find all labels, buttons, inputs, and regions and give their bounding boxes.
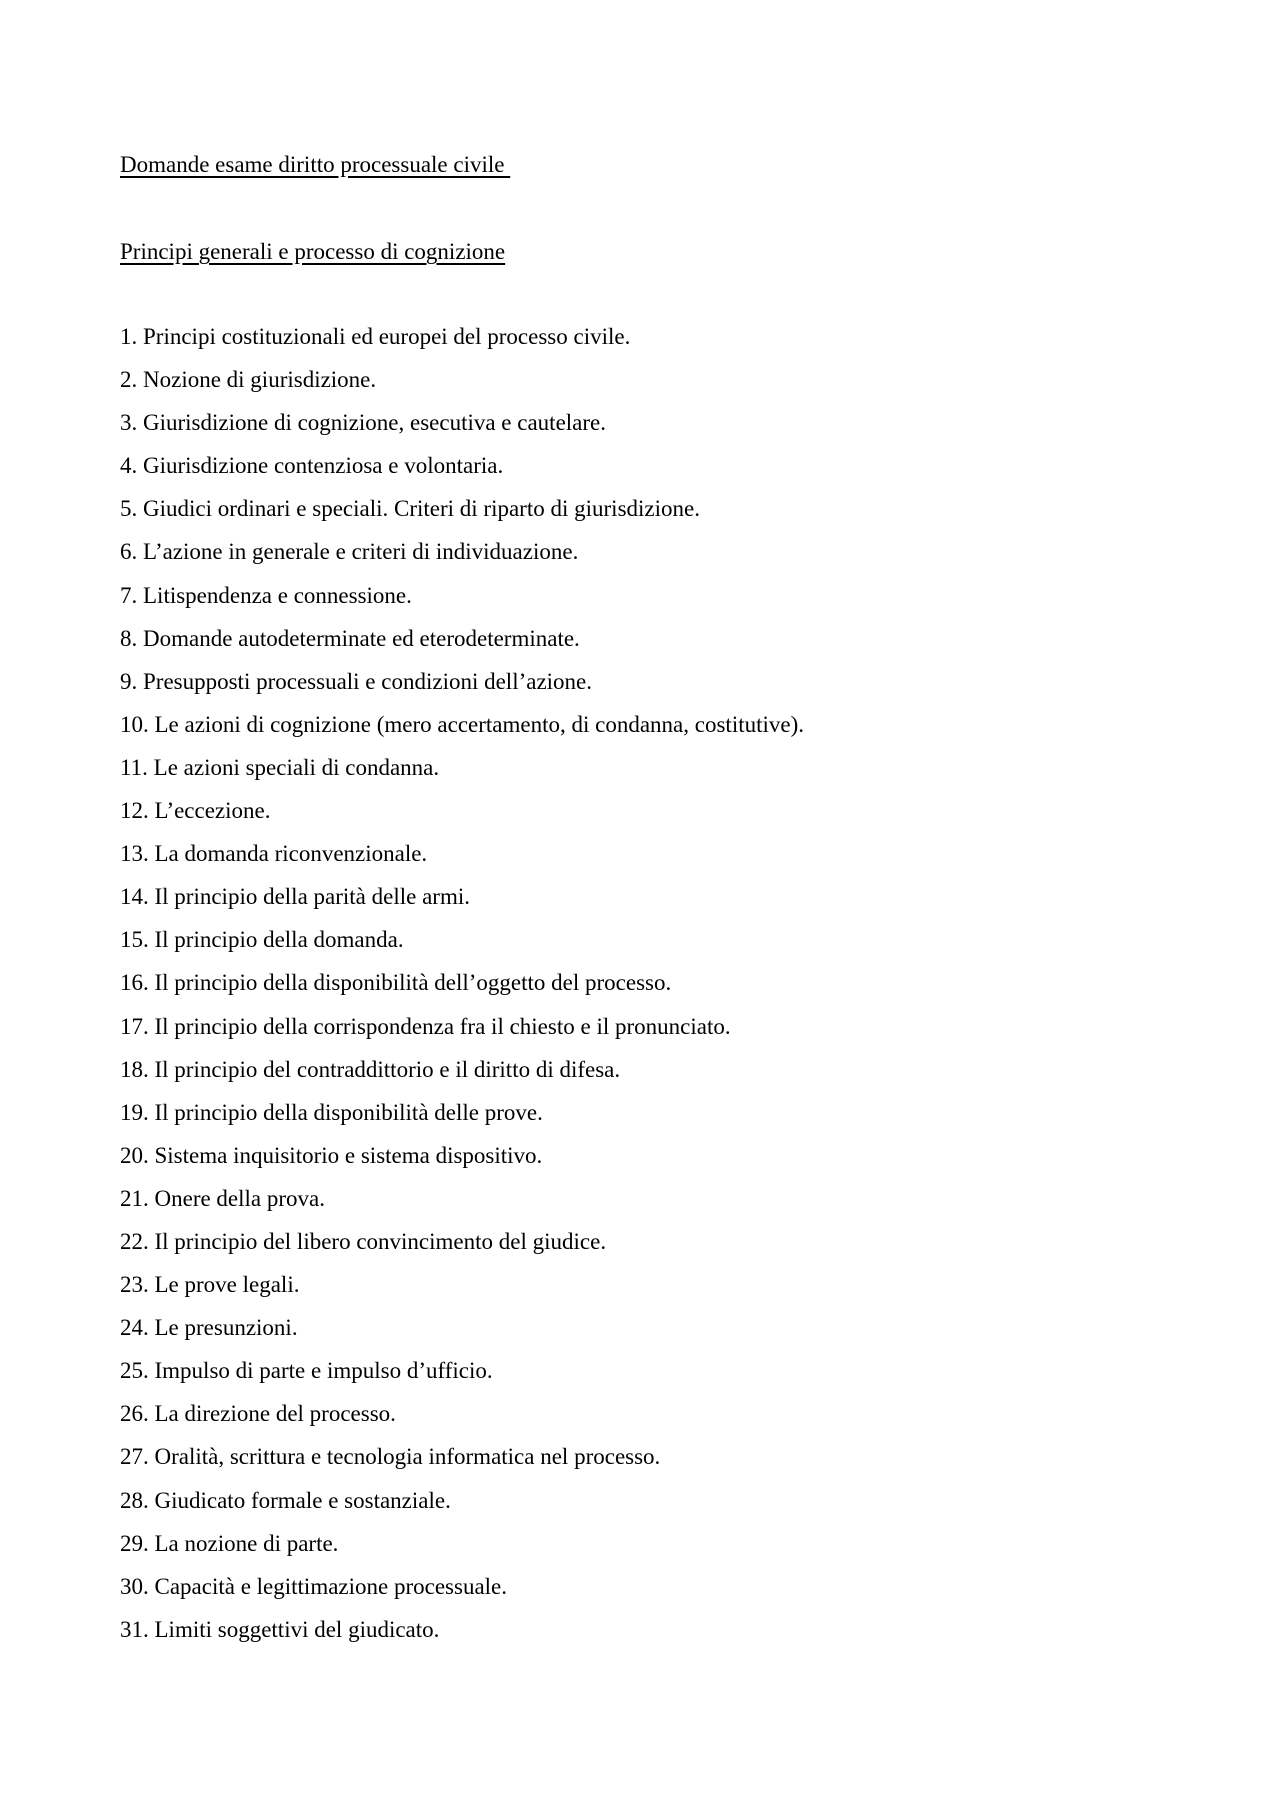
list-item: 7. Litispendenza e connessione. (120, 582, 412, 608)
list-item: 1. Principi costituzionali ed europei del processo civile. (120, 324, 631, 349)
list-item: 6. L’azione in generale e criteri di individuazione. (120, 539, 579, 565)
list-item: 28. Giudicato formale e sostanziale. (120, 1487, 451, 1513)
list-item: 14. Il principio della parità delle armi. (120, 884, 470, 910)
list-item: 20. Sistema inquisitorio e sistema dispositivo. (120, 1142, 543, 1168)
list-item: 5. Giudici ordinari e speciali. Criteri di riparto di giurisdizione. (120, 496, 700, 522)
document-title: Domande esame diritto processuale civile (120, 152, 511, 177)
list-item: 22. Il principio del libero convincimento del giudice. (120, 1228, 607, 1254)
list-item: 4. Giurisdizione contenziosa e volontaria. (120, 453, 504, 479)
list-item: 18. Il principio del contraddittorio e il diritto di difesa. (120, 1056, 621, 1082)
list-item: 27. Oralità, scrittura e tecnologia informatica nel processo. (120, 1444, 661, 1470)
list-item: 19. Il principio della disponibilità delle prove. (120, 1099, 543, 1125)
list-item: 13. La domanda riconvenzionale. (120, 841, 428, 867)
list-item: 17. Il principio della corrispondenza fra il chiesto e il pronunciato. (120, 1013, 731, 1039)
list-item: 25. Impulso di parte e impulso d’ufficio. (120, 1358, 493, 1384)
list-item: 29. La nozione di parte. (120, 1530, 339, 1556)
list-item: 24. Le presunzioni. (120, 1315, 298, 1341)
list-item: 2. Nozione di giurisdizione. (120, 367, 377, 393)
list-item: 23. Le prove legali. (120, 1272, 300, 1298)
list-item: 16. Il principio della disponibilità dell’oggetto del processo. (120, 970, 672, 996)
list-item: 26. La direzione del processo. (120, 1401, 396, 1427)
list-item: 12. L’eccezione. (120, 798, 271, 824)
list-item: 3. Giurisdizione di cognizione, esecutiva e cautelare. (120, 410, 606, 436)
list-item: 21. Onere della prova. (120, 1185, 326, 1211)
list-item: 8. Domande autodeterminate ed eterodeterminate. (120, 625, 580, 651)
list-item: 15. Il principio della domanda. (120, 927, 404, 953)
list-item: 11. Le azioni speciali di condanna. (120, 754, 440, 780)
list-item: 10. Le azioni di cognizione (mero accertamento, di condanna, costitutive). (120, 711, 804, 737)
list-item: 30. Capacità e legittimazione processuale. (120, 1573, 508, 1599)
list-item: 9. Presupposti processuali e condizioni dell’azione. (120, 668, 593, 694)
section-title: Principi generali e processo di cognizione (120, 239, 506, 264)
list-item: 31. Limiti soggettivi del giudicato. (120, 1616, 440, 1642)
question-list (120, 322, 804, 1658)
